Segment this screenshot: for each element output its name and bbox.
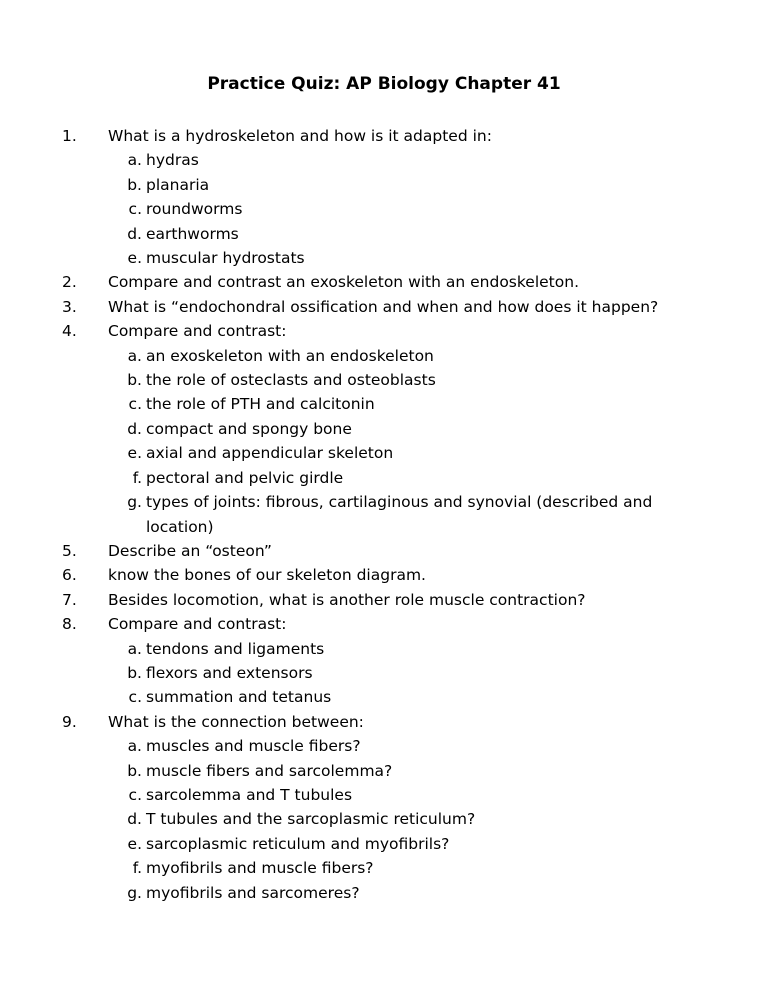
sub-question-letter: a. — [127, 639, 142, 658]
question-number: 2. — [62, 273, 77, 292]
question-text: Compare and contrast: — [108, 615, 287, 634]
question-item — [62, 563, 722, 587]
question-item — [62, 270, 722, 294]
sub-question-item — [102, 832, 722, 856]
question-text: What is the connection between: — [108, 712, 364, 731]
sub-question-item — [102, 197, 722, 221]
sub-question-item — [102, 783, 722, 807]
sub-question-item — [102, 637, 722, 661]
question-text: know the bones of our skeleton diagram. — [108, 566, 426, 585]
sub-question-item — [102, 173, 722, 197]
question-number: 7. — [62, 590, 77, 609]
question-text: What is “endochondral ossification and when and how does it happen? — [108, 297, 659, 316]
sub-question-text: the role of osteclasts and osteoblasts — [146, 371, 436, 390]
sub-question-letter: d. — [127, 224, 142, 243]
sub-question-text: muscle fibers and sarcolemma? — [146, 761, 393, 780]
sub-question-text: compact and spongy bone — [146, 419, 352, 438]
sub-question-letter: a. — [127, 737, 142, 756]
sub-question-item — [102, 759, 722, 783]
question-item — [62, 588, 722, 612]
sub-question-item — [102, 441, 722, 465]
question-text: Compare and contrast: — [108, 322, 287, 341]
sub-question-text: tendons and ligaments — [146, 639, 325, 658]
question-item — [62, 295, 722, 319]
question-number: 1. — [62, 127, 77, 145]
sub-question-item — [102, 392, 722, 416]
sub-question-letter: e. — [127, 444, 142, 463]
page-title: Practice Quiz: AP Biology Chapter 41 — [207, 74, 561, 94]
sub-question-text: planaria — [146, 175, 210, 194]
sub-question-letter: a. — [127, 346, 142, 365]
sub-question-text: myofibrils and muscle fibers? — [146, 859, 374, 878]
sub-question-text: hydras — [146, 151, 199, 170]
sub-question-text: sarcoplasmic reticulum and myofibrils? — [146, 834, 450, 853]
sub-question-item — [102, 222, 722, 246]
sub-question-letter: e. — [127, 834, 142, 853]
sub-question-letter: g. — [127, 883, 142, 902]
sub-question-item — [102, 734, 722, 758]
sub-question-text: types of joints: fibrous, cartilaginous and synovial (described and location) — [146, 493, 653, 536]
question-text: What is a hydroskeleton and how is it adapted in: — [108, 127, 492, 145]
question-item — [62, 539, 722, 563]
sub-question-item — [102, 148, 722, 172]
sub-question-letter: c. — [128, 200, 142, 219]
sub-question-item — [102, 856, 722, 880]
sub-question-text: muscular hydrostats — [146, 249, 305, 268]
sub-question-letter: g. — [127, 493, 142, 512]
sub-question-text: muscles and muscle fibers? — [146, 737, 361, 756]
sub-question-item — [102, 881, 722, 905]
sub-question-text: pectoral and pelvic girdle — [146, 468, 344, 487]
sub-question-text: the role of PTH and calcitonin — [146, 395, 375, 414]
sub-question-item — [102, 246, 722, 270]
question-item — [62, 319, 722, 343]
sub-question-letter: c. — [128, 785, 142, 804]
sub-question-letter: c. — [128, 688, 142, 707]
sub-question-item — [102, 417, 722, 441]
question-item — [62, 612, 722, 636]
sub-question-item — [102, 344, 722, 368]
sub-question-letter: b. — [127, 175, 142, 194]
sub-question-text: summation and tetanus — [146, 688, 332, 707]
sub-question-letter: f. — [132, 468, 142, 487]
sub-question-text: roundworms — [146, 200, 243, 219]
sub-question-text: earthworms — [146, 224, 239, 243]
question-text: Compare and contrast an exoskeleton with an endoskeleton. — [108, 273, 579, 292]
sub-question-letter: e. — [127, 249, 142, 268]
sub-question-item — [102, 807, 722, 831]
sub-question-item — [102, 368, 722, 392]
sub-question-letter: c. — [128, 395, 142, 414]
sub-question-text: axial and appendicular skeleton — [146, 444, 394, 463]
sub-question-item — [102, 490, 722, 539]
sub-question-text: flexors and extensors — [146, 663, 313, 682]
question-item — [62, 710, 722, 734]
question-number: 8. — [62, 615, 77, 634]
question-item — [62, 124, 722, 148]
sub-question-letter: d. — [127, 419, 142, 438]
question-number: 5. — [62, 541, 77, 560]
sub-question-text: sarcolemma and T tubules — [146, 785, 353, 804]
sub-question-item — [102, 661, 722, 685]
sub-question-letter: b. — [127, 663, 142, 682]
sub-question-letter: b. — [127, 371, 142, 390]
sub-question-item — [102, 466, 722, 490]
sub-question-letter: b. — [127, 761, 142, 780]
question-number: 3. — [62, 297, 77, 316]
sub-question-text: myofibrils and sarcomeres? — [146, 883, 360, 902]
question-number: 6. — [62, 566, 77, 585]
question-number: 9. — [62, 712, 77, 731]
sub-question-text: T tubules and the sarcoplasmic reticulum? — [146, 810, 476, 829]
sub-question-letter: d. — [127, 810, 142, 829]
sub-question-letter: a. — [127, 151, 142, 170]
question-text: Describe an “osteon” — [108, 541, 272, 560]
sub-question-item — [102, 685, 722, 709]
sub-question-text: an exoskeleton with an endoskeleton — [146, 346, 434, 365]
question-text: Besides locomotion, what is another role muscle contraction? — [108, 590, 586, 609]
sub-question-letter: f. — [132, 859, 142, 878]
question-list — [62, 124, 722, 905]
question-number: 4. — [62, 322, 77, 341]
